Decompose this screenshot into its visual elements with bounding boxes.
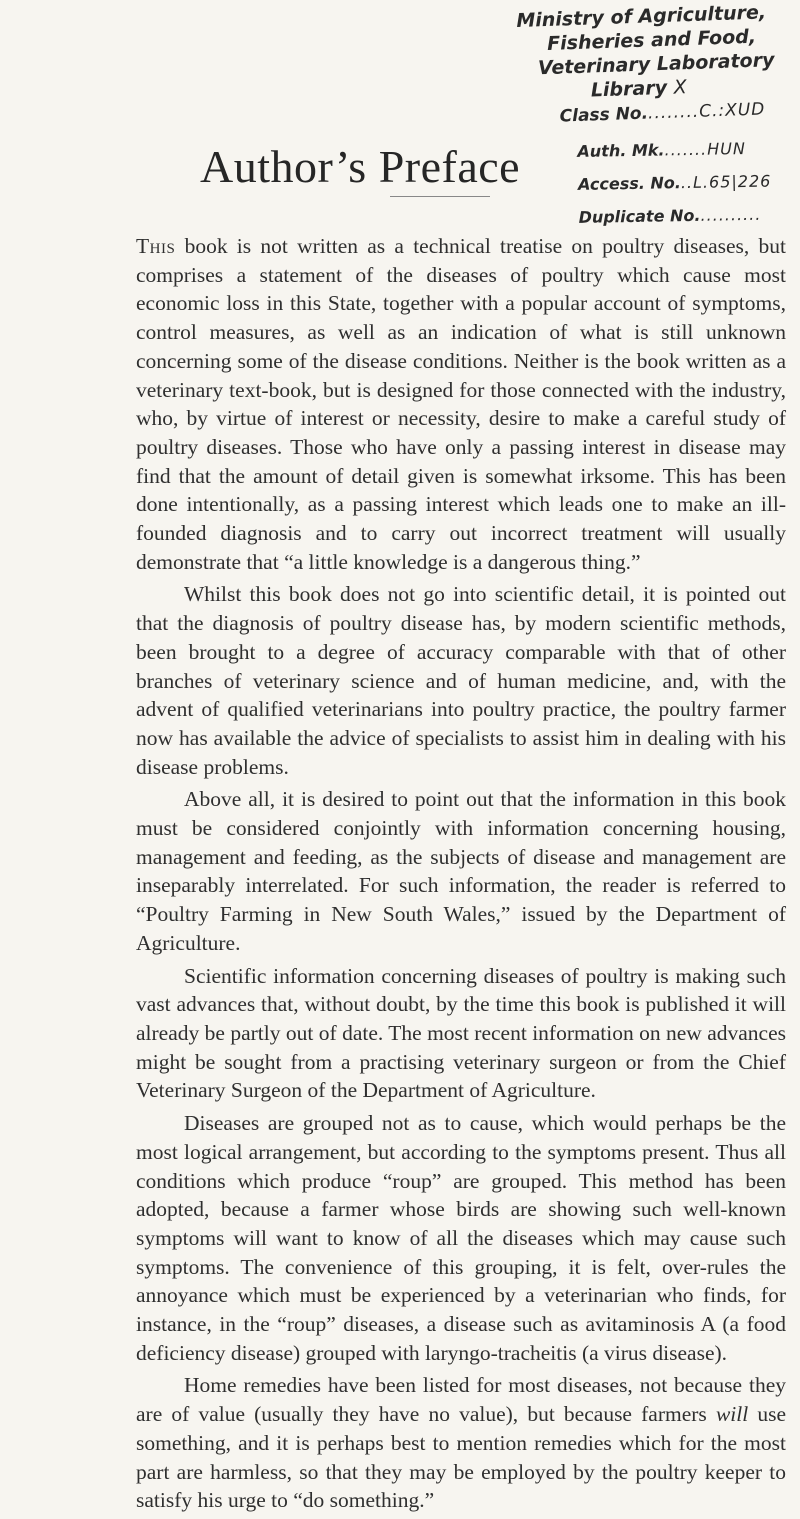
paragraph-4: Scientific information concerning diseases of poultry is making such vast advances that, without doubt, by the time this book is published it will already be partly out of date. The most recent information on new advances might be sought from a practising veterinary surgeon or from the Chief Veterinary Surgeon of the Department of Agriculture. — [136, 963, 786, 1103]
stamp-author-label: Auth. Mk. — [577, 140, 665, 161]
stamp-library-label: Library — [590, 76, 668, 102]
paragraph-5: Diseases are grouped not as to cause, which would perhaps be the most logical arrangement, but according to the symptoms present. Thus all conditions which produce “roup” are grouped. This method has been adopted, because a farmer whose birds are showing such well-known symptoms will want to know of all the diseases which may cause such symptoms. The convenience of this grouping, it is felt, over-rules the annoyance which must be experienced by a veterinarian who finds, for instance, in the “roup” diseases, a disease such as avitaminosis A (a food deficiency disease) grouped with laryngo-tracheitis (a virus disease). — [136, 1111, 786, 1365]
stamp-duplicate-row: Duplicate No........... — [578, 204, 762, 227]
stamp-library-mark: X — [673, 76, 689, 99]
stamp-class-row: Class No.........C.:XUD — [559, 99, 766, 127]
library-stamp-lower — [577, 138, 798, 227]
stamp-access-label: Access. No. — [577, 173, 682, 194]
paragraph-6-after: use something, and it is perhaps best to mention remedies which for the most part are harmless, so that they may be employed by the poultry keeper to satisfy his urge to “do something.” — [136, 1402, 787, 1513]
preface-body — [136, 232, 786, 1519]
stamp-line-fisheries: Fisheries and Food, — [546, 25, 757, 55]
paragraph-6 — [136, 1371, 786, 1515]
paragraph-2: Whilst this book does not go into scientific detail, it is pointed out that the diagnosis of poultry disease has, by modern scientific methods, been brought to a degree of accuracy comparable with that of other branches of veterinary science and of human medicine, and, with the advent of qualified veterinarians into poultry practice, the poultry farmer now has available the advice of specialists to assist him in dealing with his disease problems. — [136, 582, 786, 779]
stamp-class-label: Class No. — [559, 103, 649, 127]
stamp-author-row: Auth. Mk........HUN — [577, 138, 747, 161]
stamp-access-value: L.65|226 — [692, 171, 772, 192]
paragraph-1-text: book is not written as a technical treatise on poultry diseases, but comprises a statement of the diseases of poultry which cause most economic loss in this State, together with a popular account of symptoms, control measures, as well as an indication of what is still unknown concerning some of the disease conditions. Neither is the book written as a veterinary text-book, but is designed for those connected with the industry, who, by virtue of interest or necessity, desire to make a careful study of poultry diseases. Those who have only a passing interest in disease may find that the amount of detail given is somewhat irksome. This has been done intentionally, as a passing interest which leads one to make an ill-founded diagnosis and to carry out incorrect treatment will usually demonstrate that “a little knowledge is a dangerous thing.” — [136, 234, 786, 574]
stamp-access-row: Access. No...L.65|226 — [577, 171, 772, 194]
paragraph-6-before: Home remedies have been listed for most diseases, not because they are of value (usually they have no value), but because farmers — [136, 1373, 786, 1427]
paragraph-6-emphasis: will — [715, 1402, 749, 1427]
intro-word: This — [136, 234, 176, 258]
stamp-line-ministry: Ministry of Agriculture, — [516, 1, 767, 33]
stamp-class-value: C.:XUD — [698, 99, 766, 122]
stamp-author-value: HUN — [706, 138, 747, 159]
paragraph-3: Above all, it is desired to point out that the information in this book must be considered conjointly with information concerning housing, management and feeding, as the subjects of disease and management are inseparably interrelated. For such information, the reader is referred to “Poultry Farming in New South Wales,” issued by the Department of Agriculture. — [136, 787, 786, 955]
stamp-line-laboratory: Veterinary Laboratory — [537, 49, 775, 80]
stamp-duplicate-label: Duplicate No. — [578, 205, 701, 227]
paragraph-1 — [136, 232, 786, 576]
stamp-line-library — [590, 73, 789, 102]
title-rule — [390, 196, 490, 197]
page-title: Author’s Preface — [200, 141, 521, 192]
library-stamp — [476, 1, 790, 130]
